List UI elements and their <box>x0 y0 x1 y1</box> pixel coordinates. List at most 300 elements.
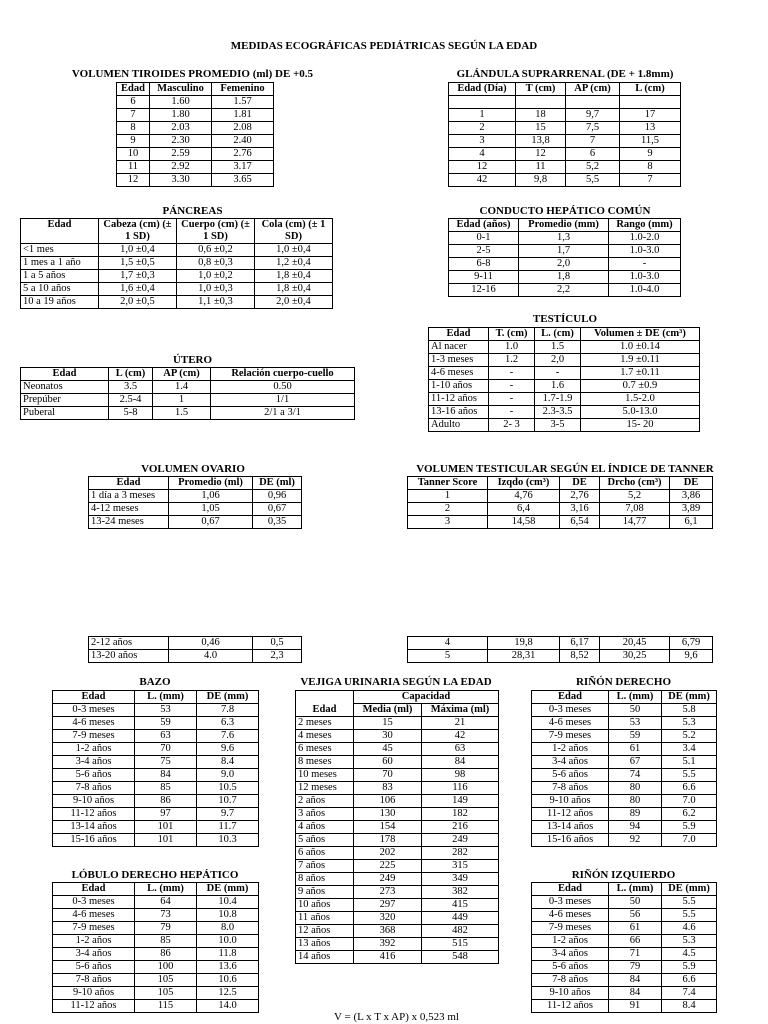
vejiga-table-group-blank <box>296 691 354 704</box>
table-cell: 297 <box>354 899 422 912</box>
table-row <box>429 354 700 367</box>
table-cell: 13-16 años <box>429 406 489 419</box>
rinon-der-table-header: DE (mm) <box>662 691 717 704</box>
table-cell: 1.4 <box>153 381 211 394</box>
table-cell: 1,8 <box>519 271 609 284</box>
table-cell: 9 <box>117 135 150 148</box>
utero-table-header: L (cm) <box>109 368 153 381</box>
tanner-table-header: DE <box>670 477 713 490</box>
table-cell: 11-12 años <box>53 808 135 821</box>
table-cell: 0.50 <box>211 381 355 394</box>
tanner-table-header: Tanner Score <box>408 477 488 490</box>
table-row <box>296 756 499 769</box>
lobulo-table-header-row <box>53 883 259 896</box>
table-row <box>532 808 717 821</box>
hepatico-table-header-row <box>449 219 681 232</box>
table-row <box>296 899 499 912</box>
table-cell: Al nacer <box>429 341 489 354</box>
table-cell: 53 <box>135 704 197 717</box>
table-cell: 89 <box>609 808 662 821</box>
table-cell: 42 <box>449 174 516 187</box>
table-cell: 6,4 <box>488 503 560 516</box>
table-cell: 2 años <box>296 795 354 808</box>
table-cell: 9,6 <box>670 650 713 663</box>
lobulo-title: LÓBULO DERECHO HEPÁTICO <box>71 869 239 881</box>
bazo-table-header: Edad <box>53 691 135 704</box>
table-row <box>117 161 274 174</box>
table-cell: 9-11 <box>449 271 519 284</box>
testiculo-title: TESTÍCULO <box>532 313 598 325</box>
table-cell: 5,5 <box>566 174 620 187</box>
tiroides-table-header-row <box>117 83 274 96</box>
table-cell: 5.9 <box>662 961 717 974</box>
table-row <box>449 122 681 135</box>
table-cell: 11.8 <box>197 948 259 961</box>
vejiga-table <box>295 690 499 964</box>
table-cell: 12 <box>117 174 150 187</box>
table-cell: - <box>535 367 581 380</box>
table-cell: 1-2 años <box>532 743 609 756</box>
table-cell: 4-6 meses <box>532 717 609 730</box>
suprarrenal-table-header-row <box>449 83 681 96</box>
table-row <box>449 148 681 161</box>
table-cell: 92 <box>609 834 662 847</box>
suprarrenal-table-blank-cell <box>566 96 620 109</box>
table-cell: 1,05 <box>169 503 253 516</box>
table-row <box>449 109 681 122</box>
table-cell: 116 <box>422 782 499 795</box>
table-cell: 11 <box>117 161 150 174</box>
table-row <box>117 96 274 109</box>
table-row <box>532 782 717 795</box>
table-row <box>532 896 717 909</box>
table-cell: 0,8 ±0,3 <box>177 257 255 270</box>
table-cell: 7,5 <box>566 122 620 135</box>
table-cell: 0,5 <box>253 637 302 650</box>
table-row <box>532 987 717 1000</box>
table-cell: 4 <box>449 148 516 161</box>
table-cell: 1.7 ±0.11 <box>581 367 700 380</box>
table-cell: 5 <box>408 650 488 663</box>
table-row <box>296 912 499 925</box>
table-cell: 2-12 años <box>89 637 169 650</box>
utero-table-header-row <box>21 368 355 381</box>
table-cell: 1-10 años <box>429 380 489 393</box>
table-cell: 1.0-3.0 <box>609 245 681 258</box>
table-cell: 13-14 años <box>53 821 135 834</box>
page-title: MEDIDAS ECOGRÁFICAS PEDIÁTRICAS SEGÚN LA EDAD <box>230 40 538 52</box>
table-cell: 13-20 años <box>89 650 169 663</box>
ovario-table-header: DE (ml) <box>253 477 302 490</box>
ovario-title: VOLUMEN OVARIO <box>141 463 245 475</box>
table-cell: 8 meses <box>296 756 354 769</box>
table-row <box>53 987 259 1000</box>
pancreas-title: PÁNCREAS <box>162 205 223 217</box>
table-row <box>21 244 333 257</box>
table-cell: 392 <box>354 938 422 951</box>
table-cell: 5.3 <box>662 935 717 948</box>
table-cell: 6 años <box>296 847 354 860</box>
table-row <box>117 109 274 122</box>
vejiga-table-header-row <box>296 704 499 717</box>
table-cell: 5-6 años <box>53 961 135 974</box>
table-cell: 11,5 <box>620 135 681 148</box>
table-cell: 18 <box>516 109 566 122</box>
table-cell: 1.0 <box>489 341 535 354</box>
table-cell: 3 <box>408 516 488 529</box>
table-cell: 70 <box>354 769 422 782</box>
table-cell: 7 <box>620 174 681 187</box>
table-cell: 130 <box>354 808 422 821</box>
table-row <box>21 257 333 270</box>
table-cell: 6.2 <box>662 808 717 821</box>
table-row <box>449 174 681 187</box>
pancreas-table <box>20 218 333 309</box>
table-cell: 2.59 <box>150 148 212 161</box>
table-row <box>532 743 717 756</box>
rinon-izq-table-header: Edad <box>532 883 609 896</box>
lobulo-table-header: L. (mm) <box>135 883 197 896</box>
table-row <box>53 948 259 961</box>
table-cell: 115 <box>135 1000 197 1013</box>
table-cell: 1-3 meses <box>429 354 489 367</box>
table-cell: 11-12 años <box>532 808 609 821</box>
table-cell: 11-12 años <box>429 393 489 406</box>
table-cell: 7-8 años <box>53 974 135 987</box>
table-cell: 15- 20 <box>581 419 700 432</box>
table-cell: 1/1 <box>211 394 355 407</box>
table-row <box>296 834 499 847</box>
table-row <box>21 270 333 283</box>
table-row <box>296 860 499 873</box>
table-cell: 5.8 <box>662 704 717 717</box>
table-cell: 5.1 <box>662 756 717 769</box>
table-cell: 12 meses <box>296 782 354 795</box>
table-cell: 3-4 años <box>532 756 609 769</box>
hepatico-title: CONDUCTO HEPÁTICO COMÚN <box>479 205 651 217</box>
suprarrenal-table-blank-cell <box>516 96 566 109</box>
table-cell: 5.9 <box>662 821 717 834</box>
bazo-title: BAZO <box>139 676 171 688</box>
table-cell: Prepúber <box>21 394 109 407</box>
rinon-der-table-header-row <box>532 691 717 704</box>
table-cell: 320 <box>354 912 422 925</box>
table-cell: 1,0 ±0,4 <box>255 244 333 257</box>
table-cell: 1.0-4.0 <box>609 284 681 297</box>
table-cell: 1,2 ±0,4 <box>255 257 333 270</box>
table-row <box>53 974 259 987</box>
table-cell: 9 años <box>296 886 354 899</box>
table-row <box>449 245 681 258</box>
table-cell: 416 <box>354 951 422 964</box>
table-cell: 11 años <box>296 912 354 925</box>
table-row <box>408 490 713 503</box>
tanner-table-header: Drcho (cm³) <box>600 477 670 490</box>
table-cell: 4-12 meses <box>89 503 169 516</box>
table-cell: 5-6 años <box>532 961 609 974</box>
table-cell: 61 <box>609 922 662 935</box>
table-row <box>296 808 499 821</box>
table-row <box>53 717 259 730</box>
table-cell: 4 años <box>296 821 354 834</box>
rinon-der-table <box>531 690 717 847</box>
table-cell: 1.5 <box>535 341 581 354</box>
table-cell: 7 años <box>296 860 354 873</box>
table-cell: 75 <box>135 756 197 769</box>
table-cell: 1,1 ±0,3 <box>177 296 255 309</box>
table-cell: 10.5 <box>197 782 259 795</box>
table-cell: 5 años <box>296 834 354 847</box>
bazo-table-header: L. (mm) <box>135 691 197 704</box>
tanner-table-cont <box>407 636 713 663</box>
table-cell: 315 <box>422 860 499 873</box>
table-cell: 9-10 años <box>53 795 135 808</box>
table-cell: 17 <box>620 109 681 122</box>
table-cell: 7-9 meses <box>53 922 135 935</box>
table-cell: 149 <box>422 795 499 808</box>
table-cell: 4-6 meses <box>53 717 135 730</box>
tiroides-table <box>116 82 274 187</box>
table-cell: 7,08 <box>600 503 670 516</box>
table-cell: 415 <box>422 899 499 912</box>
table-cell: 2.3-3.5 <box>535 406 581 419</box>
table-cell: 91 <box>609 1000 662 1013</box>
table-cell: 0,35 <box>253 516 302 529</box>
table-cell: 59 <box>609 730 662 743</box>
table-cell: 3-4 años <box>53 948 135 961</box>
table-row <box>296 782 499 795</box>
table-row <box>89 637 302 650</box>
table-cell: Neonatos <box>21 381 109 394</box>
table-cell: 182 <box>422 808 499 821</box>
table-row <box>117 148 274 161</box>
tiroides-table-header: Edad <box>117 83 150 96</box>
table-row <box>449 135 681 148</box>
table-row <box>53 704 259 717</box>
table-row <box>296 743 499 756</box>
table-cell: 249 <box>354 873 422 886</box>
suprarrenal-table-blank-row <box>449 96 681 109</box>
bazo-table <box>52 690 259 847</box>
table-cell: 3.65 <box>212 174 274 187</box>
table-row <box>53 896 259 909</box>
pancreas-table-header-row <box>21 219 333 244</box>
table-cell: 0,67 <box>169 516 253 529</box>
table-cell: 7.4 <box>662 987 717 1000</box>
table-cell: 79 <box>609 961 662 974</box>
table-cell: 1,8 ±0,4 <box>255 283 333 296</box>
table-cell: 97 <box>135 808 197 821</box>
table-cell: - <box>489 380 535 393</box>
table-cell: 15 <box>354 717 422 730</box>
table-cell: Puberal <box>21 407 109 420</box>
table-cell: 20,45 <box>600 637 670 650</box>
table-cell: 101 <box>135 834 197 847</box>
table-cell: 100 <box>135 961 197 974</box>
table-cell: 5-6 años <box>53 769 135 782</box>
table-row <box>429 419 700 432</box>
table-cell: 66 <box>609 935 662 948</box>
table-cell: 7-9 meses <box>532 922 609 935</box>
lobulo-table-header: DE (mm) <box>197 883 259 896</box>
table-cell: 3 <box>449 135 516 148</box>
hepatico-table-header: Edad (años) <box>449 219 519 232</box>
table-cell: 5.3 <box>662 717 717 730</box>
table-row <box>449 284 681 297</box>
table-cell: 28,31 <box>488 650 560 663</box>
table-cell: 4.0 <box>169 650 253 663</box>
table-row <box>53 769 259 782</box>
table-cell: 0,96 <box>253 490 302 503</box>
table-row <box>532 769 717 782</box>
table-cell: <1 mes <box>21 244 99 257</box>
table-cell: 4.5 <box>662 948 717 961</box>
table-cell: 2,0 <box>535 354 581 367</box>
table-cell: 10.0 <box>197 935 259 948</box>
table-row <box>449 161 681 174</box>
table-cell: 98 <box>422 769 499 782</box>
table-cell: 5,2 <box>600 490 670 503</box>
table-cell: 2,0 <box>519 258 609 271</box>
pancreas-table-header: Cabeza (cm) (± 1 SD) <box>99 219 177 244</box>
vejiga-table-header: Edad <box>296 704 354 717</box>
table-cell: 106 <box>354 795 422 808</box>
table-cell: 8 <box>620 161 681 174</box>
ovario-table-header: Promedio (ml) <box>169 477 253 490</box>
table-row <box>53 922 259 935</box>
table-cell: 7-8 años <box>53 782 135 795</box>
suprarrenal-table <box>448 82 681 187</box>
suprarrenal-table-header: AP (cm) <box>566 83 620 96</box>
table-cell: 13.6 <box>197 961 259 974</box>
table-cell: 3.5 <box>109 381 153 394</box>
table-row <box>53 935 259 948</box>
table-cell: 10 años <box>296 899 354 912</box>
testiculo-table-header-row <box>429 328 700 341</box>
table-cell: 30 <box>354 730 422 743</box>
vejiga-table-header: Media (ml) <box>354 704 422 717</box>
table-cell: 2,76 <box>560 490 600 503</box>
utero-table-header: AP (cm) <box>153 368 211 381</box>
table-cell: 3-4 años <box>53 756 135 769</box>
table-cell: 1 <box>449 109 516 122</box>
table-cell: 84 <box>422 756 499 769</box>
table-cell: 1,0 ±0,3 <box>177 283 255 296</box>
table-cell: 80 <box>609 782 662 795</box>
table-cell: 13,8 <box>516 135 566 148</box>
table-row <box>532 834 717 847</box>
table-cell: 1,7 <box>519 245 609 258</box>
table-row <box>296 730 499 743</box>
rinon-izq-table <box>531 882 717 1013</box>
table-row <box>296 847 499 860</box>
table-cell: 368 <box>354 925 422 938</box>
table-cell: 3-5 <box>535 419 581 432</box>
table-cell: 71 <box>609 948 662 961</box>
table-cell: 4-6 meses <box>53 909 135 922</box>
table-cell: 2.30 <box>150 135 212 148</box>
table-cell: 61 <box>609 743 662 756</box>
table-row <box>21 394 355 407</box>
table-cell: 105 <box>135 974 197 987</box>
table-cell: 0-1 <box>449 232 519 245</box>
table-cell: 10 a 19 años <box>21 296 99 309</box>
rinon-izq-table-header: L. (mm) <box>609 883 662 896</box>
table-row <box>449 258 681 271</box>
table-cell: 80 <box>609 795 662 808</box>
rinon-izq-table-header-row <box>532 883 717 896</box>
table-cell: 1.9 ±0.11 <box>581 354 700 367</box>
tanner-table-header-row <box>408 477 713 490</box>
table-cell: 1.5 <box>153 407 211 420</box>
table-cell: 10 meses <box>296 769 354 782</box>
table-cell: 1,0 ±0,2 <box>177 270 255 283</box>
table-cell: 1 mes a 1 año <box>21 257 99 270</box>
table-cell: 5.5 <box>662 769 717 782</box>
table-cell: 7.0 <box>662 795 717 808</box>
testiculo-table-header: L. (cm) <box>535 328 581 341</box>
table-cell: 9-10 años <box>532 795 609 808</box>
table-cell: 2.08 <box>212 122 274 135</box>
table-cell: 273 <box>354 886 422 899</box>
table-cell: 1 <box>153 394 211 407</box>
table-cell: 74 <box>609 769 662 782</box>
table-cell: 1.80 <box>150 109 212 122</box>
table-cell: 1.81 <box>212 109 274 122</box>
table-row <box>89 503 302 516</box>
table-cell: 15-16 años <box>53 834 135 847</box>
utero-table-header: Edad <box>21 368 109 381</box>
table-row <box>429 341 700 354</box>
table-cell: 216 <box>422 821 499 834</box>
table-cell: 1,7 ±0,3 <box>99 270 177 283</box>
table-cell: 63 <box>135 730 197 743</box>
table-cell: 70 <box>135 743 197 756</box>
table-cell: 5-8 <box>109 407 153 420</box>
table-cell: 7-8 años <box>532 782 609 795</box>
table-row <box>53 821 259 834</box>
table-cell: 9.6 <box>197 743 259 756</box>
table-row <box>296 769 499 782</box>
table-row <box>532 1000 717 1013</box>
table-cell: 9.0 <box>197 769 259 782</box>
table-cell: 63 <box>422 743 499 756</box>
table-row <box>89 650 302 663</box>
ovario-table-header-row <box>89 477 302 490</box>
table-cell: 1,06 <box>169 490 253 503</box>
table-cell: 1.0-2.0 <box>609 232 681 245</box>
table-cell: 449 <box>422 912 499 925</box>
table-cell: 2 meses <box>296 717 354 730</box>
table-cell: 2 <box>449 122 516 135</box>
table-cell: 4.6 <box>662 922 717 935</box>
table-row <box>53 961 259 974</box>
table-cell: 2.40 <box>212 135 274 148</box>
suprarrenal-table-header: T (cm) <box>516 83 566 96</box>
table-cell: 515 <box>422 938 499 951</box>
table-cell: 45 <box>354 743 422 756</box>
table-cell: 14,77 <box>600 516 670 529</box>
hepatico-table <box>448 218 681 297</box>
ovario-table-header: Edad <box>89 477 169 490</box>
table-row <box>89 516 302 529</box>
table-row <box>532 821 717 834</box>
bazo-table-header: DE (mm) <box>197 691 259 704</box>
table-row <box>408 650 713 663</box>
table-cell: 8.4 <box>197 756 259 769</box>
vejiga-table-group-row <box>296 691 499 704</box>
table-cell: 1.57 <box>212 96 274 109</box>
